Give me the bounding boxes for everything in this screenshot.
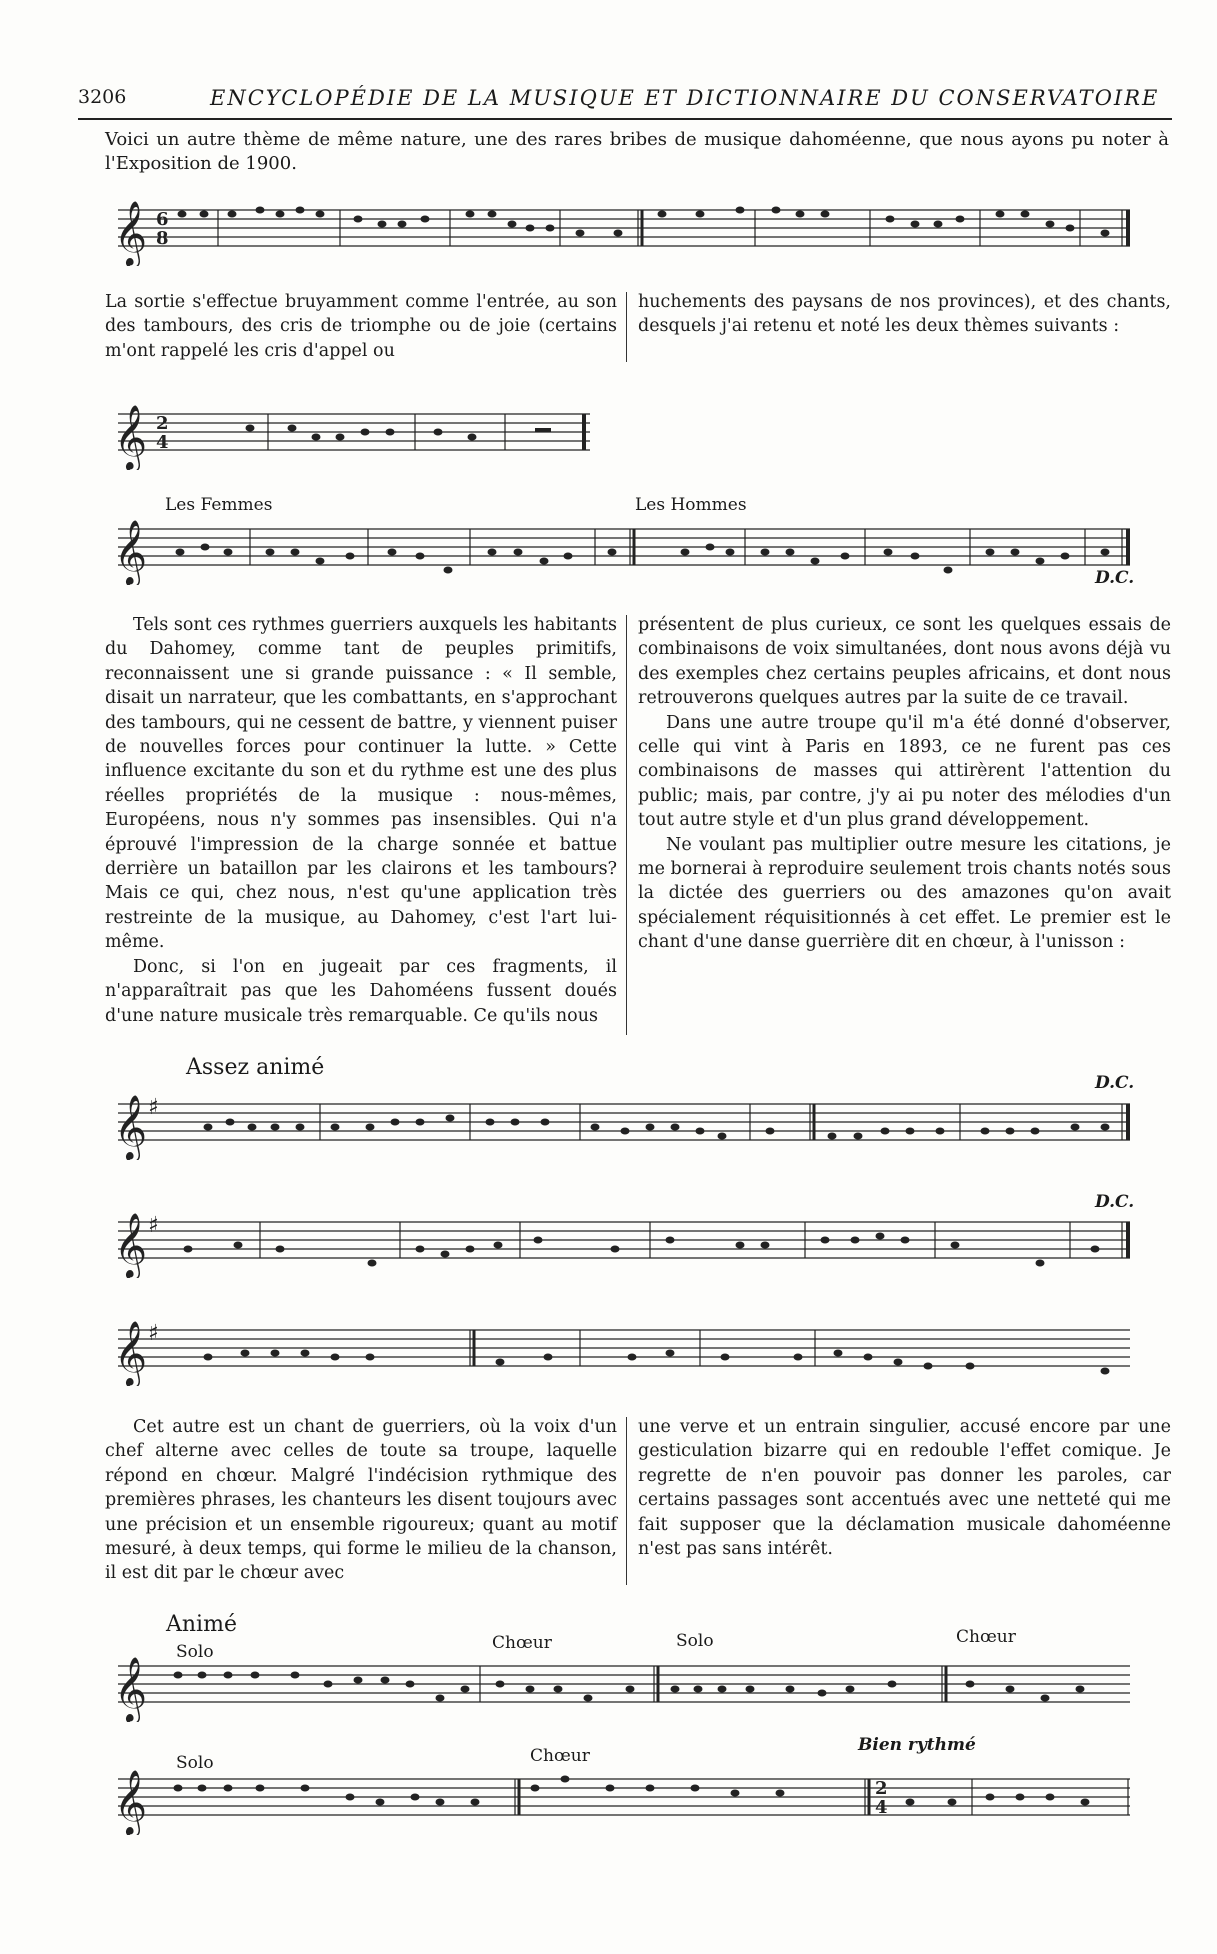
treble-clef: 𝄞 xyxy=(114,1770,148,1835)
section2-left-p2: Donc, si l'on en jugeait par ces fragments, il n'apparaîtrait pas que les Dahoméens fussent doués d'une nature musicale très remarquable. Ce qu'ils nous xyxy=(105,956,617,1026)
section3-right: une verve et un entrain singulier, accusé encore par une gesticulation bizarre qui en redouble l'effet comique. Je regrette de n'en pouvoir pas donner les paroles, car certains passages sont accentués avec une netteté qui me fait supposer que la déclamation musicale dahoméenne n'est pas sans intérêt. xyxy=(638,1417,1171,1560)
treble-clef: 𝄞 xyxy=(114,1213,148,1278)
label-dc: D.C. xyxy=(1095,1192,1135,1212)
section2-right-p3: Ne voulant pas multiplier outre mesure les citations, je me bornerai à reproduire seulement trois chants notés sous la dictée des guerriers ou des amazones qu'on avait spécialement réquisitionnés à cet effet. Le premier est le chant d'une danse guerrière dit en chœur, à l'unisson : xyxy=(638,834,1171,953)
section2-right-p2: Dans une autre troupe qu'il m'a été donné d'observer, celle qui vint à Paris en 1893, ce ne furent pas ces combinaisons de masses qui attirèrent l'attention du public; mais, par contre, j'y ai pu noter des mélodies d'un tout autre style et d'un plus grand développement. xyxy=(638,712,1171,831)
svg-text:♯: ♯ xyxy=(148,1095,159,1120)
music-staff-5 xyxy=(110,1208,1135,1278)
label-solo: Solo xyxy=(176,1642,214,1662)
section2-left xyxy=(105,613,617,1028)
treble-clef: 𝄞 xyxy=(114,405,148,470)
label-choeur: Chœur xyxy=(492,1633,552,1653)
section3-left: Cet autre est un chant de guerriers, où la voix d'un chef alterne avec celles de toute sa troupe, laquelle répond en chœur. Malgré l'indécision rythmique des premières phrases, les chanteurs les disent toujours avec une précision et un ensemble rigoureux; quant au motif mesuré, à deux temps, qui forme le milieu de la chanson, il est dit par le chœur avec xyxy=(105,1417,617,1584)
tempo-assez-anime: Assez animé xyxy=(186,1055,325,1080)
time-sig-top: 6 xyxy=(156,209,169,230)
column-rule xyxy=(626,292,627,362)
section2-right xyxy=(638,613,1171,955)
time-sig-bottom: 4 xyxy=(156,432,169,453)
music-staff-4 xyxy=(110,1090,1135,1160)
column-rule xyxy=(626,615,627,1035)
running-title: ENCYCLOPÉDIE DE LA MUSIQUE ET DICTIONNAIRE DU CONSERVATOIRE xyxy=(210,86,1160,110)
svg-text:♯: ♯ xyxy=(148,1321,159,1346)
header-rule xyxy=(78,118,1172,120)
music-staff-3 xyxy=(110,515,1135,585)
music-staff-8 xyxy=(110,1765,1135,1835)
label-dc: D.C. xyxy=(1095,1073,1135,1093)
music-staff-7 xyxy=(110,1652,1135,1722)
svg-text:♯: ♯ xyxy=(148,1213,159,1238)
time-sig-top: 2 xyxy=(156,413,169,434)
treble-clef: 𝄞 xyxy=(114,201,148,266)
treble-clef: 𝄞 xyxy=(114,1321,148,1386)
label-solo: Solo xyxy=(676,1631,714,1651)
time-sig-top: 2 xyxy=(875,1778,888,1799)
label-solo: Solo xyxy=(176,1753,214,1773)
label-les-femmes: Les Femmes xyxy=(165,495,273,515)
tempo-anime: Animé xyxy=(166,1612,237,1637)
intro-paragraph: Voici un autre thème de même nature, une des rares bribes de musique dahoméenne, que nous ayons pu noter à l'Exposition de 1900. xyxy=(105,129,1169,174)
label-choeur: Chœur xyxy=(530,1746,590,1766)
treble-clef: 𝄞 xyxy=(114,1657,148,1722)
section1-left: La sortie s'effectue bruyamment comme l'entrée, au son des tambours, des cris de triomphe ou de joie (certains m'ont rappelé les cris d'appel ou xyxy=(105,292,617,361)
column-rule xyxy=(626,1417,627,1585)
label-choeur: Chœur xyxy=(956,1627,1016,1647)
section2-left-p1: Tels sont ces rythmes guerriers auxquels les habitants du Dahomey, comme tant de peuples primitifs, reconnaissent une si grande puissance : « Il semble, disait un narrateur, que les combattants, en s'approchant des tambours, qui ne cessent de battre, y viennent puiser de nouvelles forces pour continuer la lutte. » Cette influence excitante du son et du rythme est une des plus réelles propriétés de la musique : nous-mêmes, Européens, nous n'y sommes pas insensibles. Qui n'a éprouvé l'impression de la charge sonnée et battue derrière un bataillon par les clairons et les tambours? Mais ce qui, chez nous, n'est qu'une application très restreinte de la musique, au Dahomey, c'est l'art lui-même. xyxy=(105,615,617,953)
music-staff-6 xyxy=(110,1316,1135,1386)
label-les-hommes: Les Hommes xyxy=(635,495,747,515)
treble-clef: 𝄞 xyxy=(114,1095,148,1160)
time-sig-bottom: 4 xyxy=(875,1797,888,1818)
label-dc: D.C. xyxy=(1095,568,1135,588)
label-bien-rythme: Bien rythmé xyxy=(858,1735,976,1755)
music-staff-1 xyxy=(110,196,1135,266)
section2-right-p1: présentent de plus curieux, ce sont les quelques essais de combinaisons de voix simultanées, dont nous avons déjà vu des exemples chez certains peuples africains, et dont nous retrouverons quelques autres par la suite de ce travail. xyxy=(638,615,1171,709)
music-staff-2 xyxy=(110,400,600,470)
section1-right: huchements des paysans de nos provinces), et des chants, desquels j'ai retenu et noté les deux thèmes suivants : xyxy=(638,292,1171,337)
time-sig-bottom: 8 xyxy=(156,228,169,249)
treble-clef: 𝄞 xyxy=(114,520,148,585)
page-number: 3206 xyxy=(78,86,127,108)
